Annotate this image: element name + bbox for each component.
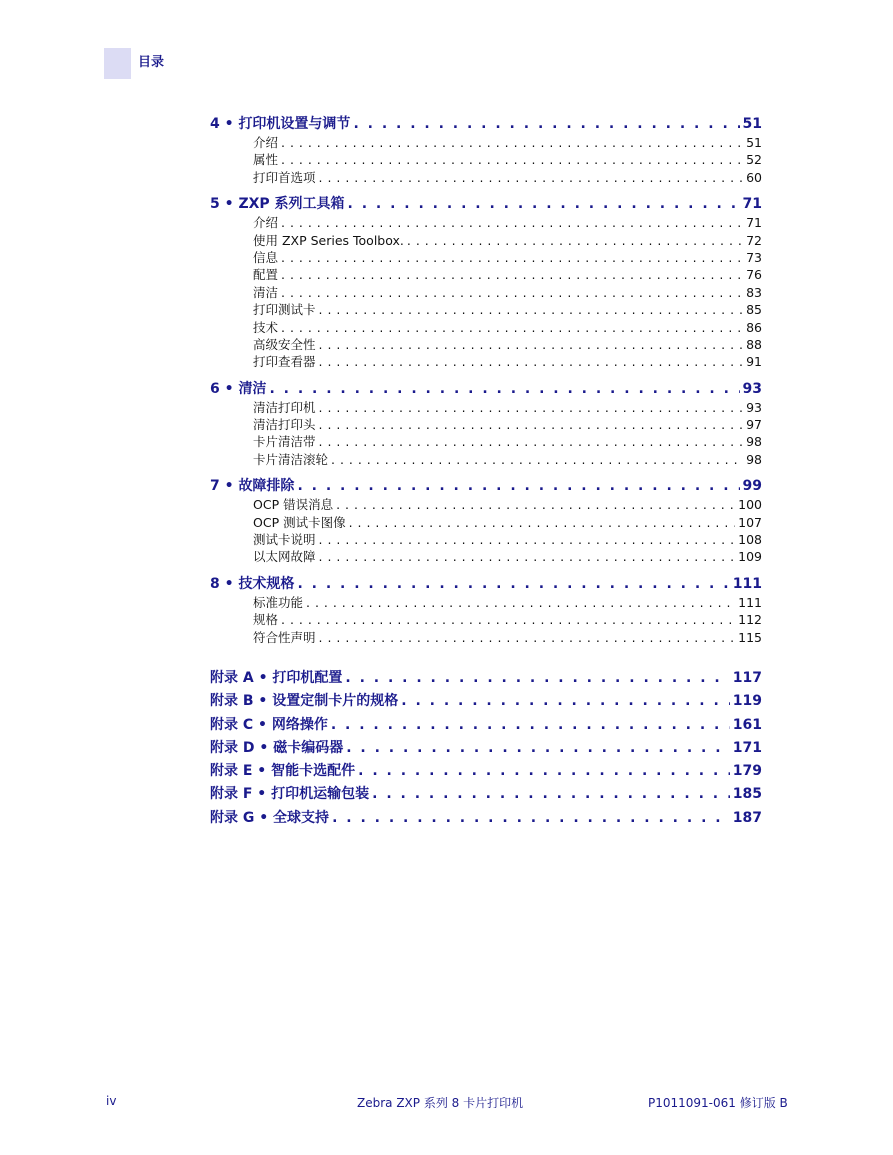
dot-leader <box>349 515 736 530</box>
toc-appendix-entry-page-number: 119 <box>732 693 762 710</box>
toc-section-entry[interactable] <box>253 530 762 547</box>
chapter-block <box>210 113 762 185</box>
toc-section-entry-page-number: 91 <box>746 354 762 370</box>
toc-section-entry-page-number: 76 <box>746 267 762 283</box>
chapter-block <box>210 573 762 645</box>
dot-leader <box>319 337 744 352</box>
toc-section-entry-label: 卡片清洁带 <box>253 434 316 450</box>
toc-section-entry[interactable] <box>253 265 762 282</box>
toc-appendix-entry[interactable] <box>210 760 762 783</box>
dot-leader <box>358 763 730 779</box>
dot-leader <box>281 320 743 335</box>
chapter-block <box>210 378 762 468</box>
toc-section-entry[interactable] <box>253 335 762 352</box>
toc-section-entry-label: 技术 <box>253 319 279 335</box>
toc-appendix-entry[interactable] <box>210 783 762 806</box>
toc-section-entry-page-number: 52 <box>746 152 762 168</box>
footer-page-number: iv <box>106 1094 117 1108</box>
toc-section-entry-page-number: 73 <box>746 249 762 265</box>
toc-section-entry[interactable] <box>253 398 762 415</box>
toc-section-entry-page-number: 85 <box>746 302 762 318</box>
chapter-block <box>210 193 762 370</box>
toc-section-entry[interactable] <box>253 495 762 512</box>
dot-leader <box>353 116 739 132</box>
toc-section-entry[interactable] <box>253 133 762 150</box>
dot-leader <box>281 267 743 282</box>
toc-section-entry-label: 测试卡说明 <box>253 532 316 548</box>
dot-leader <box>345 670 729 686</box>
toc-section-entry-page-number: 98 <box>746 451 762 467</box>
toc-section-entry-label: 标准功能 <box>253 594 304 610</box>
toc-section-entry[interactable] <box>253 547 762 564</box>
toc-section-entry[interactable] <box>253 318 762 335</box>
toc-section-entry-label: 打印测试卡 <box>253 302 316 318</box>
toc-chapter-entry-page-number: 71 <box>742 196 762 213</box>
toc-section-entry-label: 清洁打印机 <box>253 399 316 415</box>
dot-leader <box>336 497 735 512</box>
dot-leader <box>281 250 743 265</box>
toc-chapter-entry-page-number: 99 <box>742 478 762 495</box>
toc-appendix-entry[interactable] <box>210 737 762 760</box>
dot-leader <box>401 693 730 709</box>
toc-chapter-entry[interactable] <box>210 573 762 593</box>
toc-section-entry-page-number: 93 <box>746 399 762 415</box>
toc-section-entry-label: OCP 测试卡图像 <box>253 514 346 530</box>
toc-chapter-entry-page-number: 93 <box>742 380 762 397</box>
dot-leader <box>281 135 743 150</box>
toc-section-entry-page-number: 107 <box>738 514 762 530</box>
toc-section-entry[interactable] <box>253 248 762 265</box>
toc-appendix-entry-page-number: 185 <box>732 786 762 803</box>
toc-section-entry-page-number: 109 <box>738 549 762 565</box>
dot-leader <box>281 152 743 167</box>
toc-chapter-entry-label: 8 • 技术规格 <box>210 575 295 592</box>
toc-section-entry-label: 卡片清洁滚轮 <box>253 451 329 467</box>
dot-leader <box>407 233 743 248</box>
toc-appendix-entry-label: 附录 D • 磁卡编码器 <box>210 739 344 756</box>
toc-appendix-entry-label: 附录 G • 全球支持 <box>210 809 330 826</box>
toc-appendix-entry[interactable] <box>210 690 762 713</box>
toc-section-entry-page-number: 112 <box>738 612 762 628</box>
toc-chapter-entry-page-number: 51 <box>742 116 762 132</box>
toc-section-entry-label: 信息 <box>253 249 279 265</box>
toc-section-entry[interactable] <box>253 415 762 432</box>
dot-leader <box>331 717 730 733</box>
toc-section-entry[interactable] <box>253 231 762 248</box>
toc-section-entry[interactable] <box>253 352 762 369</box>
toc-section-entry-page-number: 83 <box>746 284 762 300</box>
header-marker <box>104 48 131 79</box>
toc-section-entry-label: 清洁 <box>253 284 279 300</box>
toc-section-entry-label: 规格 <box>253 612 279 628</box>
toc-section-entry-page-number: 97 <box>746 417 762 433</box>
toc-chapter-entry-label: 5 • ZXP 系列工具箱 <box>210 196 345 213</box>
toc-appendix-entry[interactable] <box>210 667 762 690</box>
dot-leader <box>281 285 743 300</box>
toc-chapter-entry-page-number: 111 <box>732 575 762 592</box>
dot-leader <box>297 478 739 494</box>
toc-section-entry[interactable] <box>253 610 762 627</box>
toc-section-entry-page-number: 72 <box>746 232 762 248</box>
toc-section-entry-page-number: 60 <box>746 169 762 185</box>
toc-section-entry-label: 清洁打印头 <box>253 417 316 433</box>
toc-chapter-entry-label: 6 • 清洁 <box>210 380 267 397</box>
toc-section-entry-label: OCP 错误消息 <box>253 497 334 513</box>
toc-appendix-entry-page-number: 161 <box>732 716 762 733</box>
dot-leader <box>372 786 730 802</box>
toc-section-entry-page-number: 98 <box>746 434 762 450</box>
toc-appendix-entry-page-number: 171 <box>732 739 762 756</box>
toc-section-entry-label: 属性 <box>253 152 279 168</box>
toc-chapter-entry[interactable] <box>210 475 762 495</box>
toc-appendix-entry-page-number: 179 <box>732 763 762 780</box>
toc-section-entry[interactable] <box>253 593 762 610</box>
dot-leader <box>319 417 744 432</box>
dot-leader <box>306 595 735 610</box>
toc-section-entry-page-number: 108 <box>738 532 762 548</box>
toc-section-entry-page-number: 88 <box>746 336 762 352</box>
dot-leader <box>348 196 740 212</box>
dot-leader <box>319 630 736 645</box>
footer-product-name: Zebra ZXP 系列 8 卡片打印机 <box>357 1096 524 1110</box>
toc-section-entry-page-number: 51 <box>746 135 762 150</box>
toc-section-entry-page-number: 86 <box>746 319 762 335</box>
toc-chapter-entry-label: 4 • 打印机设置与调节 <box>210 116 351 132</box>
footer-document-id: P1011091-061 修订版 B <box>648 1096 788 1110</box>
toc-appendix-entry-label: 附录 A • 打印机配置 <box>210 669 343 686</box>
toc-section-entry[interactable] <box>253 450 762 467</box>
dot-leader <box>281 215 743 230</box>
chapter-list <box>210 113 762 645</box>
toc-section-entry-label: 介绍 <box>253 215 279 231</box>
appendix-list <box>210 667 762 830</box>
table-of-contents <box>210 113 762 830</box>
toc-section-entry-page-number: 100 <box>738 497 762 513</box>
toc-appendix-entry-label: 附录 F • 打印机运输包装 <box>210 786 370 803</box>
toc-section-entry-label: 配置 <box>253 267 279 283</box>
toc-chapter-entry[interactable] <box>210 193 762 213</box>
toc-section-entry-label: 以太网故障 <box>253 549 316 565</box>
toc-appendix-entry-page-number: 187 <box>732 809 762 826</box>
toc-appendix-entry[interactable] <box>210 714 762 737</box>
toc-section-entry-label: 打印首选项 <box>253 169 316 185</box>
toc-section-entry[interactable] <box>253 628 762 645</box>
dot-leader <box>331 452 743 467</box>
toc-section-entry[interactable] <box>253 300 762 317</box>
toc-section-entry-page-number: 115 <box>738 629 762 645</box>
toc-section-entry[interactable] <box>253 432 762 449</box>
dot-leader <box>346 740 730 756</box>
toc-appendix-entry-label: 附录 B • 设置定制卡片的规格 <box>210 693 399 710</box>
toc-section-entry[interactable] <box>253 168 762 185</box>
toc-section-entry-label: 打印查看器 <box>253 354 316 370</box>
dot-leader <box>281 612 735 627</box>
dot-leader <box>319 170 744 185</box>
dot-leader <box>319 302 744 317</box>
toc-section-entry[interactable] <box>253 213 762 230</box>
toc-section-entry-label: 使用 ZXP Series Toolbox. <box>253 232 404 248</box>
toc-appendix-entry[interactable] <box>210 807 762 830</box>
toc-chapter-entry-label: 7 • 故障排除 <box>210 478 295 495</box>
toc-chapter-entry[interactable] <box>210 378 762 398</box>
dot-leader <box>269 381 739 397</box>
toc-appendix-entry-label: 附录 E • 智能卡选配件 <box>210 763 356 780</box>
dot-leader <box>319 532 736 547</box>
toc-chapter-entry[interactable] <box>210 113 762 133</box>
dot-leader <box>319 400 744 415</box>
toc-section-entry-label: 高级安全性 <box>253 336 316 352</box>
toc-section-entry-label: 符合性声明 <box>253 629 316 645</box>
toc-section-entry[interactable] <box>253 283 762 300</box>
dot-leader <box>319 354 744 369</box>
toc-section-entry-page-number: 71 <box>746 215 762 231</box>
dot-leader <box>319 549 736 564</box>
page-title: 目录 <box>138 55 165 70</box>
toc-section-entry[interactable] <box>253 513 762 530</box>
dot-leader <box>332 810 730 826</box>
toc-appendix-entry-page-number: 117 <box>732 669 762 686</box>
toc-appendix-entry-label: 附录 C • 网络操作 <box>210 716 328 733</box>
dot-leader <box>319 434 744 449</box>
toc-section-entry[interactable] <box>253 150 762 167</box>
toc-section-entry-label: 介绍 <box>253 135 279 150</box>
toc-section-entry-page-number: 111 <box>738 594 762 610</box>
chapter-block <box>210 475 762 565</box>
dot-leader <box>297 576 729 592</box>
